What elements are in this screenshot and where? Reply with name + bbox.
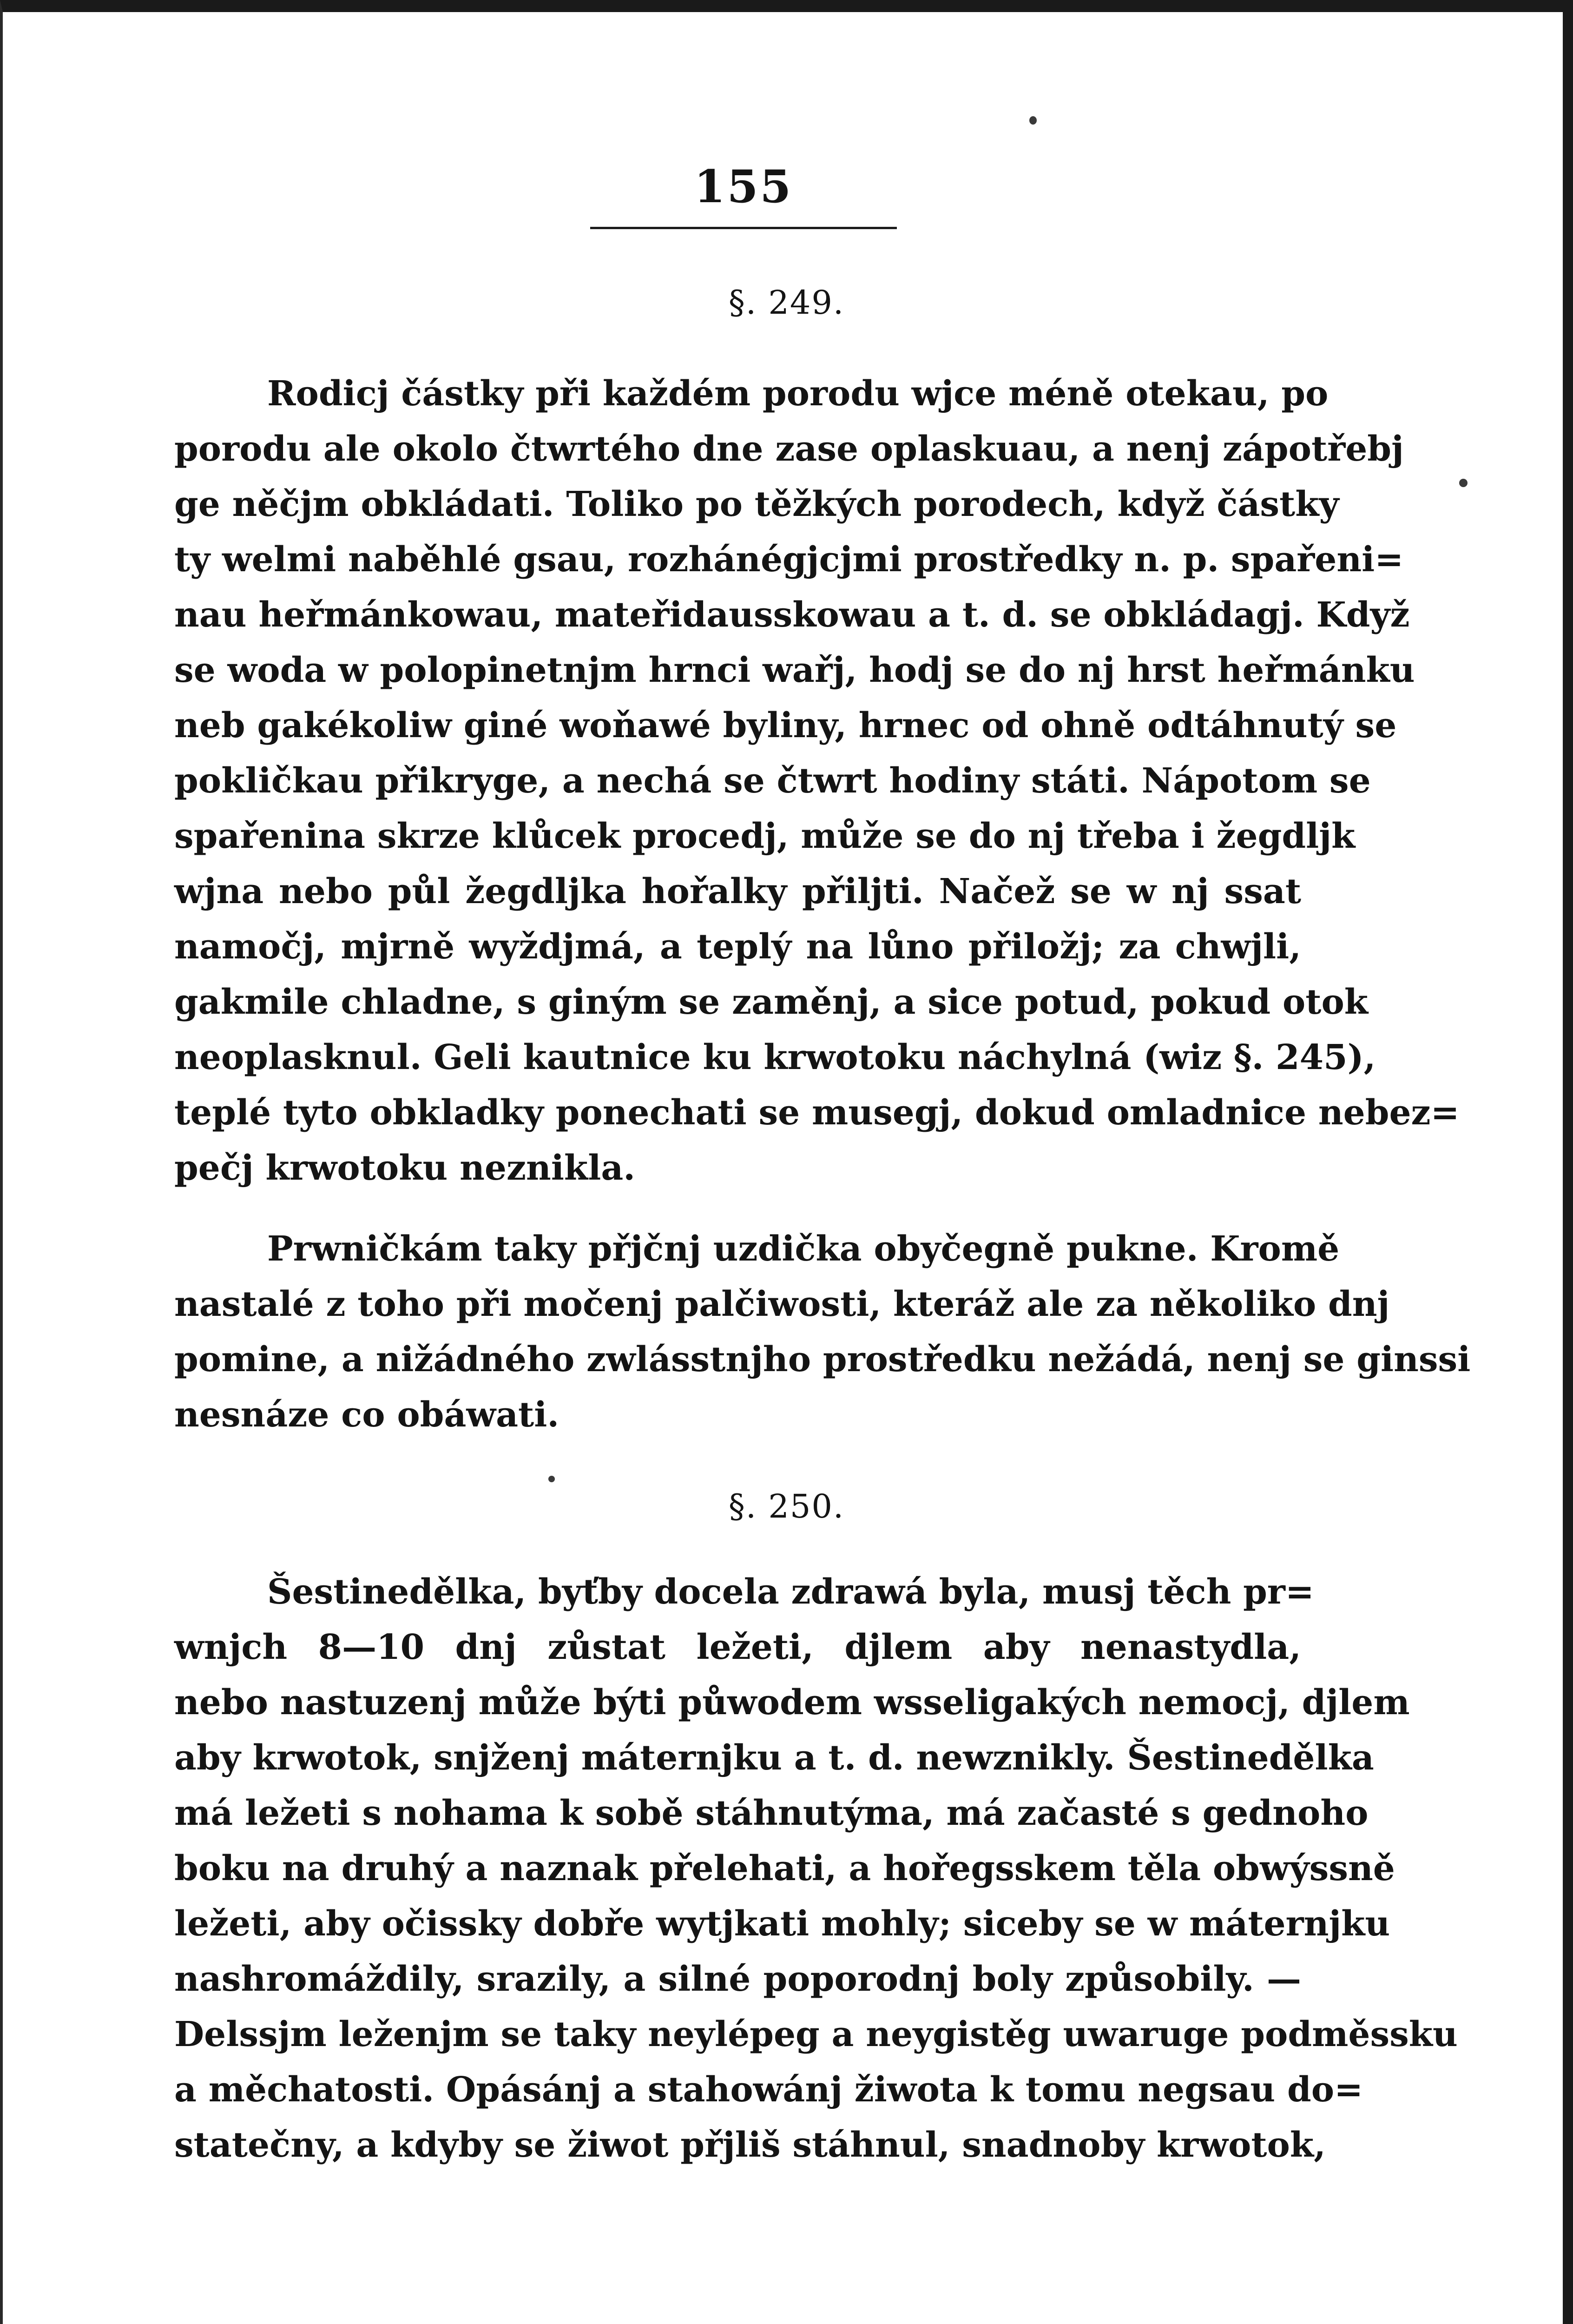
ink-speck — [1459, 479, 1468, 487]
text-line: porodu ale okolo čtwrtého dne zase oplaskuau, a nenj zápotřebj — [174, 429, 1404, 469]
page-number: 155 — [694, 160, 793, 213]
text-line: wnjch 8—10 dnj zůstat ležeti, djlem aby nenastydla, — [174, 1627, 1301, 1667]
text-line: namočj, mjrně wyždjmá, a teplý na lůno přiložj; za chwjli, — [174, 927, 1301, 967]
paragraph — [174, 1565, 1458, 2173]
text-line: nastalé z toho při močenj palčiwosti, kteráž ale za několiko dnj — [174, 1284, 1390, 1324]
text-line: neoplasknul. Geli kautnice ku krwotoku náchylná (wiz §. 245), — [174, 1037, 1376, 1077]
text-line: má ležeti s nohama k sobě stáhnutýma, má začasté s gednoho — [174, 1793, 1369, 1833]
paragraph — [174, 366, 1460, 1196]
text-line: Delssjm leženjm se taky neylépeg a neygistěg uwaruge podměssku — [174, 2014, 1458, 2054]
ink-speck — [548, 1476, 555, 1482]
text-line: pokličkau přikryge, a nechá se čtwrt hodiny státi. Nápotom se — [174, 761, 1371, 801]
text-line: teplé tyto obkladky ponechati se musegj, dokud omladnice nebez= — [174, 1093, 1460, 1133]
text-line: pečj krwotoku neznikla. — [174, 1148, 636, 1188]
text-line: aby krwotok, snjženj máternjku a t. d. newznikly. Šestinedělka — [174, 1738, 1374, 1778]
text-line: Rodicj částky při každém porodu wjce méně otekau, po — [267, 374, 1329, 414]
text-line: nau heřmánkowau, mateřidausskowau a t. d. se obkládagj. Když — [174, 595, 1410, 635]
text-line: spařenina skrze klůcek procedj, může se do nj třeba i žegdljk — [174, 816, 1356, 856]
text-line: nesnáze co obáwati. — [174, 1395, 559, 1435]
text-line: statečny, a kdyby se žiwot přjliš stáhnul, snadnoby krwotok, — [174, 2125, 1326, 2165]
section-heading: §. 250. — [728, 1487, 845, 1525]
section-heading: §. 249. — [728, 284, 845, 322]
text-line: Šestinedělka, byťby docela zdrawá byla, musj těch pr= — [267, 1572, 1314, 1612]
text-line: Prwničkám taky přjčnj uzdička obyčegně pukne. Kromě — [267, 1229, 1340, 1269]
text-line: ge něčjm obkládati. Toliko po těžkých porodech, když částky — [174, 484, 1339, 524]
text-line: boku na druhý a naznak přelehati, a hořegsskem těla obwýssně — [174, 1849, 1395, 1888]
ink-speck — [1029, 116, 1037, 125]
text-line: nashromáždily, srazily, a silné poporodnj boly způsobily. — — [174, 1959, 1301, 1999]
text-line: ležeti, aby očissky dobře wytjkati mohly; siceby se w máternjku — [174, 1904, 1390, 1944]
text-line: gakmile chladne, s giným se zaměnj, a sice potud, pokud otok — [174, 982, 1369, 1022]
text-line: nebo nastuzenj může býti půwodem wsseligakých nemocj, djlem — [174, 1683, 1410, 1723]
text-line: pomine, a nižádného zwlásstnjho prostředku nežádá, nenj se ginssi — [174, 1340, 1471, 1380]
text-line: a měchatosti. Opásánj a stahowánj žiwota k tomu negsau do= — [174, 2070, 1363, 2110]
paragraph — [174, 1221, 1471, 1443]
text-line: ty welmi naběhlé gsau, rozhánégjcjmi prostředky n. p. spařeni= — [174, 540, 1404, 580]
text-line: se woda w polopinetnjm hrnci wařj, hodj se do nj hrst heřmánku — [174, 650, 1415, 690]
text-line: neb gakékoliw giné woňawé byliny, hrnec od ohně odtáhnutý se — [174, 706, 1397, 746]
header-rule — [590, 227, 897, 229]
text-line: wjna nebo půl žegdljka hořalky přiljti. Načež se w nj ssat — [174, 872, 1301, 911]
